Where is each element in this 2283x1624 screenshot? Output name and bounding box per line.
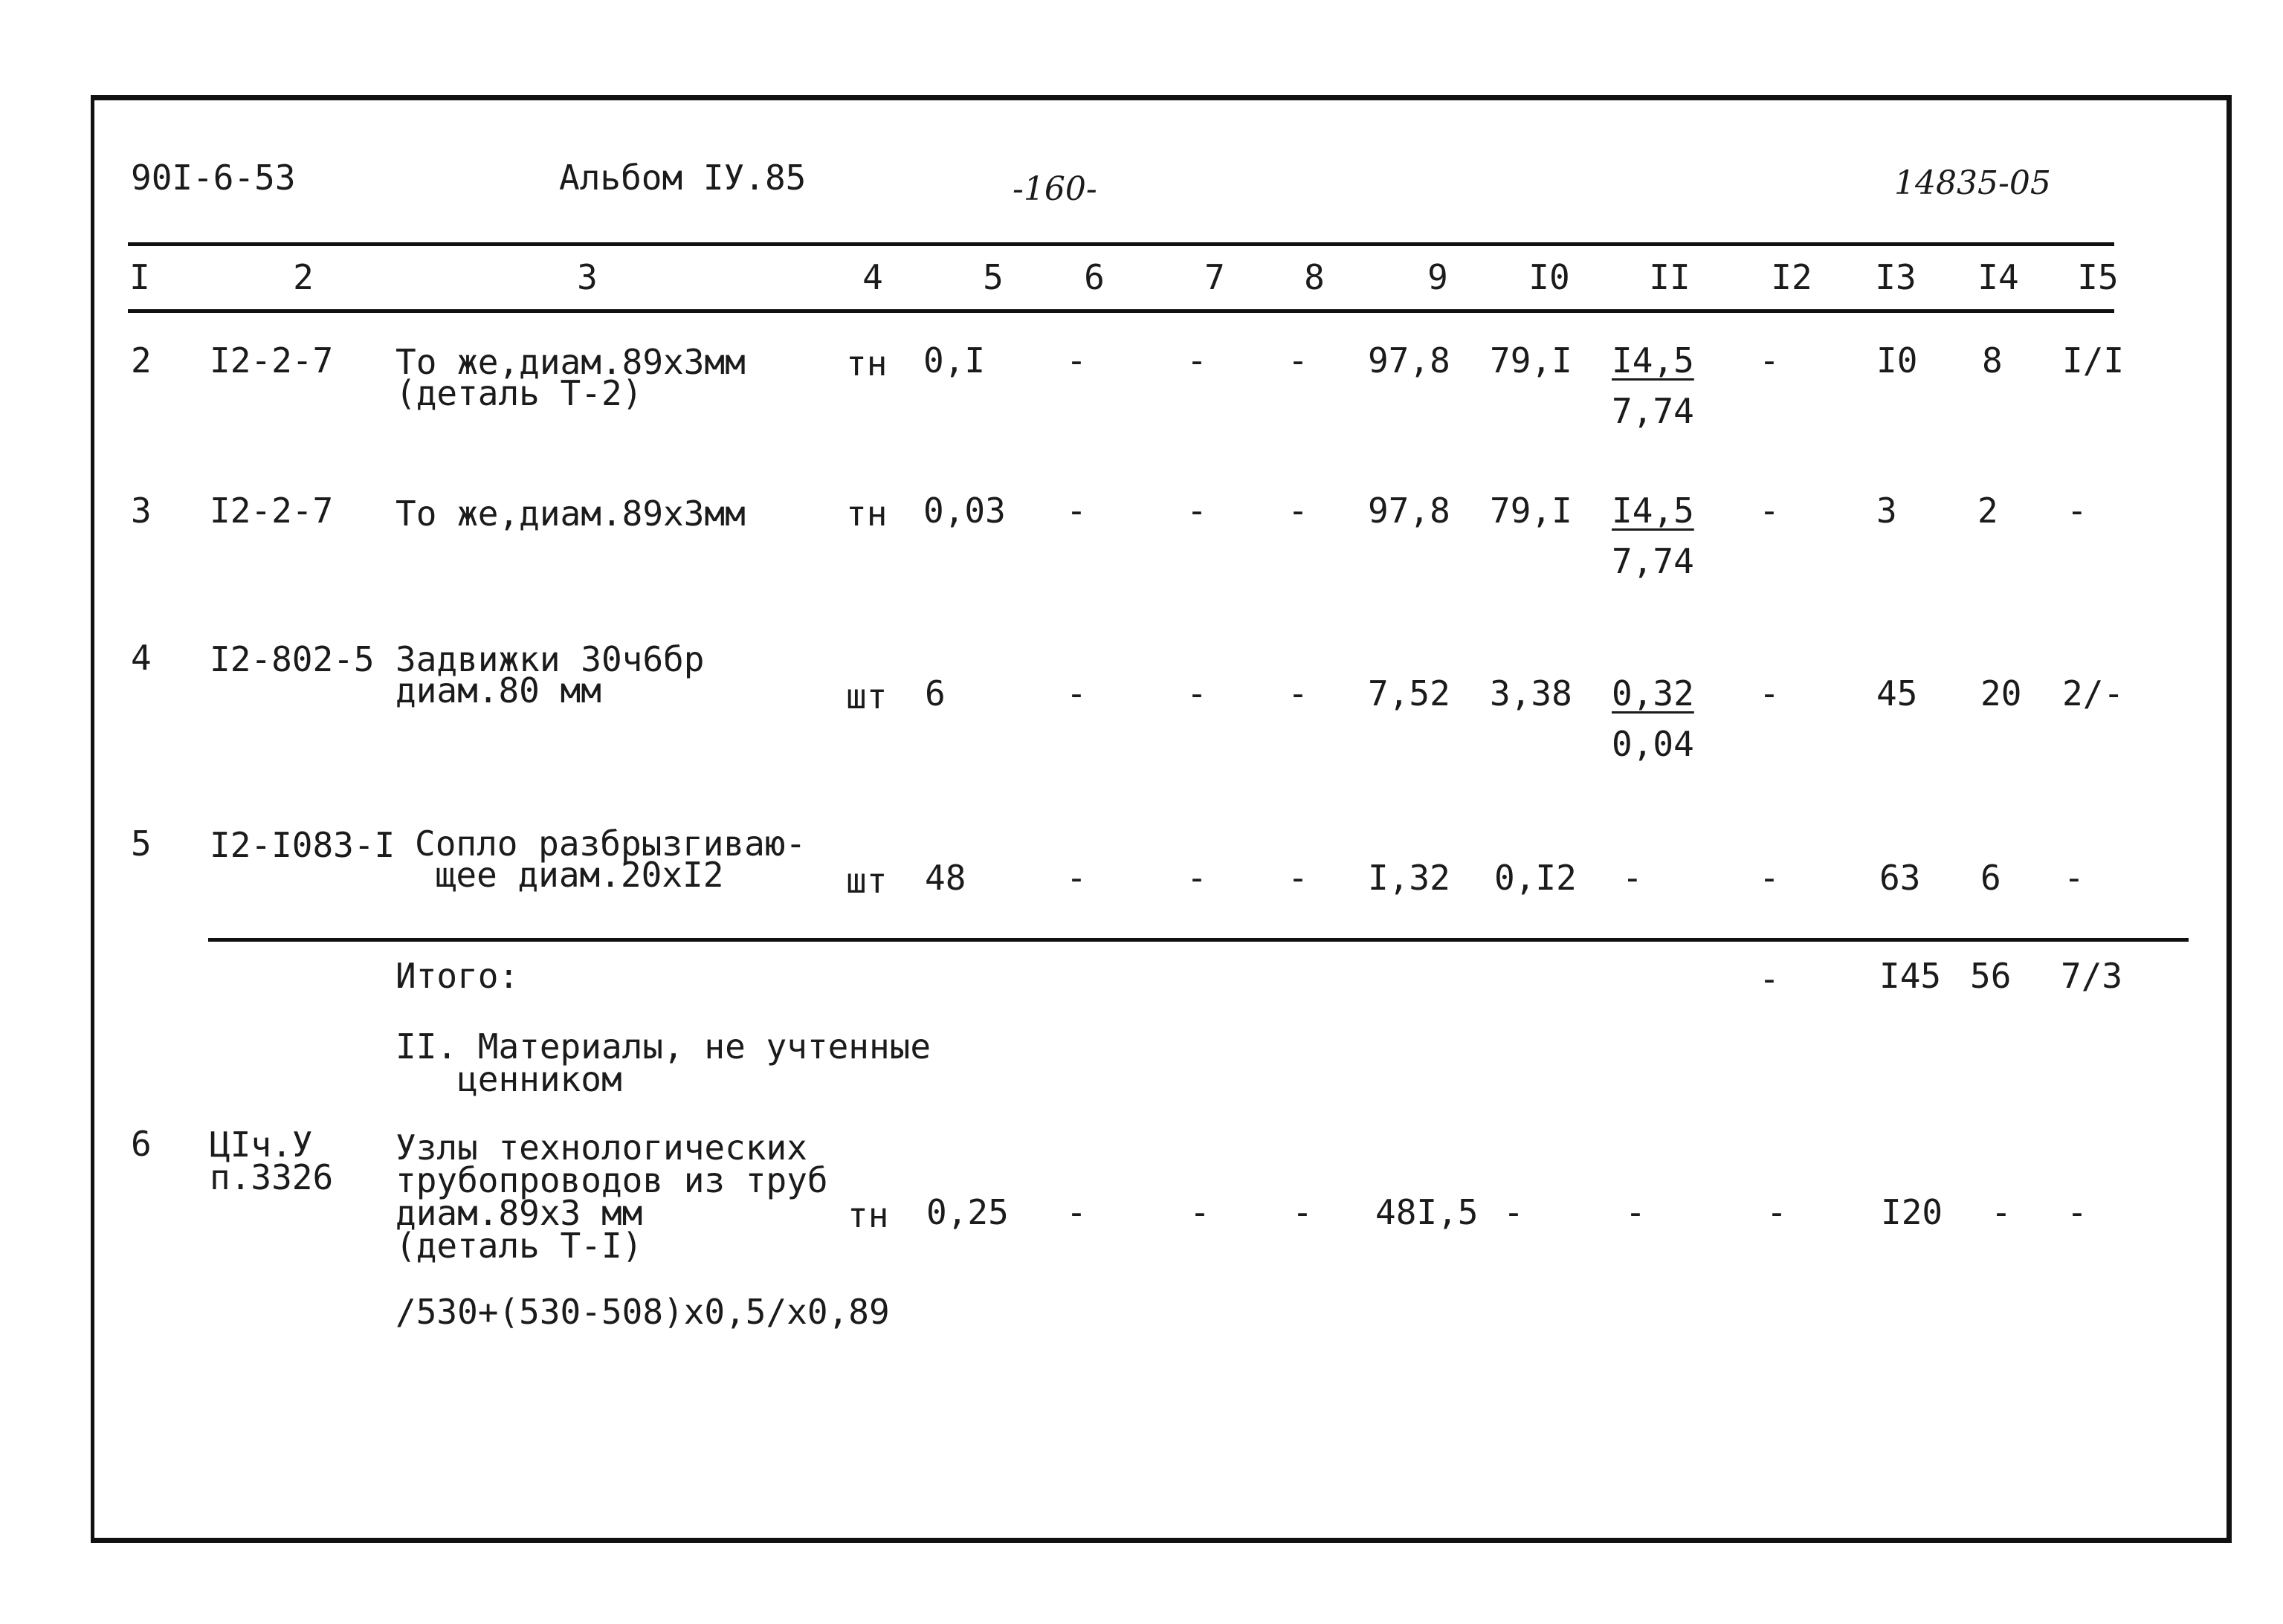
cell-description: Задвижки 30ч6бр диам.80 мм [395,639,705,711]
cell-col11-bottom: 0,04 [1612,724,1694,764]
col-header: 7 [1204,257,1225,297]
cell-description: Узлы технологических трубопроводов из труб диам.89х3 мм (деталь Т-I) [395,1128,828,1266]
header-top-rule [128,242,2114,246]
cell-col8: - [1288,673,1308,714]
cell-code: ЦIч.У п.3326 [210,1125,334,1197]
cell-description: То же,диам.89х3мм (деталь Т-2) [395,342,746,413]
cell-col6: - [1066,491,1087,531]
cell-col12: - [1759,340,1780,381]
cell-col15: I/I [2062,340,2125,381]
cell-code: I2-I083-I [210,825,395,865]
formula: /530+(530-508)х0,5/х0,89 [395,1292,890,1332]
cell-col10: 0,I2 [1494,858,1577,898]
cell-col12: - [1766,1192,1787,1232]
cell-col8: - [1288,491,1308,531]
section-title: II. Материалы, не учтенные ценником [395,1026,931,1099]
cell-col5: 0,03 [923,491,1006,531]
cell-col10: 79,I [1490,340,1572,381]
cell-col13: I0 [1876,340,1918,381]
cell-col11-bottom: 7,74 [1612,541,1694,581]
cell-col5: 0,25 [926,1192,1009,1232]
doc-number: 14835-05 [1894,164,2051,202]
cell-num: 6 [131,1124,152,1164]
total-col12: - [1759,959,1780,999]
cell-col6: - [1066,1192,1087,1232]
cell-col11-top: 0,32 [1612,673,1694,714]
cell-col8: - [1292,1192,1313,1232]
header-bottom-rule [128,309,2114,313]
cell-code: I2-802-5 [210,639,375,679]
cell-unit: тн [847,1195,889,1235]
col-header: 5 [983,257,1004,297]
cell-col5: 48 [925,858,966,898]
cell-col7: - [1186,673,1207,714]
cell-unit: тн [846,343,888,384]
cell-col13: 63 [1879,858,1921,898]
total-col13: I45 [1879,956,1942,996]
cell-code: I2-2-7 [210,491,334,531]
cell-col14: 6 [1980,858,2001,898]
total-col14: 56 [1970,956,2012,996]
cell-col12: - [1759,858,1780,898]
col-header: 6 [1084,257,1105,297]
cell-col5: 0,I [923,340,986,381]
cell-col6: - [1066,858,1087,898]
col-header: I [129,257,150,297]
cell-col15: - [2067,491,2087,531]
cell-col15: - [2067,1192,2087,1232]
total-label: Итого: [395,956,520,996]
cell-col9: 48I,5 [1375,1192,1479,1232]
cell-num: 5 [131,824,152,864]
cell-col8: - [1288,340,1308,381]
album-title: Альбом IУ.85 [559,158,807,198]
col-header: 9 [1427,257,1448,297]
cell-col9: 97,8 [1368,491,1450,531]
cell-col9: 7,52 [1368,673,1450,714]
col-header: 4 [862,257,883,297]
cell-col11: - [1622,858,1643,898]
cell-col6: - [1066,673,1087,714]
cell-col5: 6 [925,673,946,714]
cell-num: 3 [131,491,152,531]
cell-code: I2-2-7 [210,340,334,381]
cell-col7: - [1186,491,1207,531]
col-header: I5 [2077,257,2119,297]
col-header: 3 [577,257,598,297]
total-col15: 7/3 [2061,956,2123,996]
col-header: I4 [1977,257,2019,297]
cell-col15: - [2064,858,2085,898]
cell-col11-bottom: 7,74 [1612,391,1694,431]
cell-unit: шт [846,676,888,716]
cell-unit: шт [846,861,888,901]
cell-col8: - [1288,858,1308,898]
cell-col13: I20 [1881,1192,1943,1232]
cell-col15: 2/- [2062,673,2125,714]
cell-col10: 3,38 [1490,673,1572,714]
cell-col11-top: I4,5 [1612,340,1694,381]
cell-col11-top: I4,5 [1612,491,1694,531]
col-header: I3 [1875,257,1917,297]
cell-col12: - [1759,491,1780,531]
total-rule [208,938,2189,942]
cell-col6: - [1066,340,1087,381]
cell-col7: - [1189,1192,1210,1232]
cell-col10: 79,I [1490,491,1572,531]
cell-col14: - [1991,1192,2012,1232]
cell-col13: 45 [1876,673,1918,714]
col-header: I2 [1771,257,1812,297]
cell-description: То же,диам.89х3мм [395,494,746,534]
col-header: 8 [1304,257,1325,297]
cell-unit: тн [846,494,888,534]
cell-col14: 8 [1982,340,2003,381]
page-number: -160- [1013,170,1097,208]
cell-col14: 2 [1977,491,1998,531]
cell-num: 4 [131,638,152,678]
cell-num: 2 [131,340,152,381]
cell-col9: 97,8 [1368,340,1450,381]
cell-col10: - [1503,1192,1524,1232]
cell-col14: 20 [1980,673,2022,714]
col-header: 2 [293,257,314,297]
cell-col12: - [1759,673,1780,714]
cell-description: Сопло разбрызгиваю- щее диам.20хI2 [415,824,807,895]
cell-col13: 3 [1876,491,1897,531]
cell-col7: - [1186,340,1207,381]
col-header: II [1649,257,1691,297]
cell-col9: I,32 [1368,858,1450,898]
cell-col7: - [1186,858,1207,898]
cell-col11: - [1625,1192,1646,1232]
document-code: 90I-6-53 [131,158,296,198]
col-header: I0 [1528,257,1570,297]
